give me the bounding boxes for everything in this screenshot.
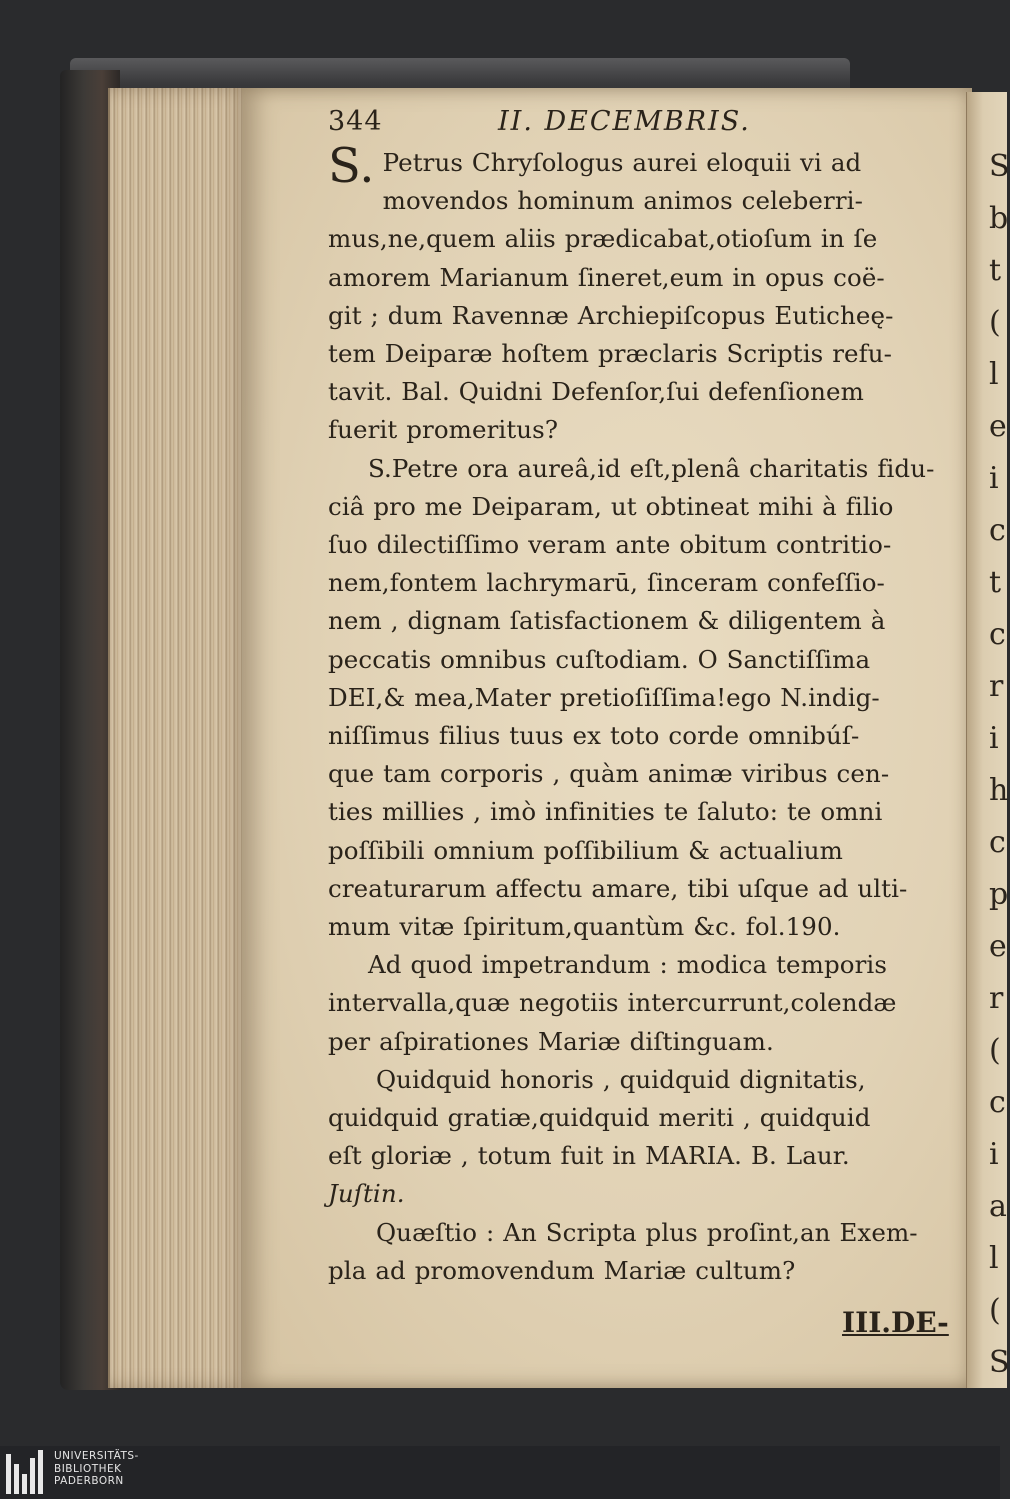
facing-page-fragment: c [989, 1085, 1006, 1120]
text-line: nem,fontem lachrymarū, ſinceram confeſſio- [328, 568, 885, 598]
facing-page-fragment: h [989, 773, 1009, 808]
text-line: intervalla,quæ negotiis intercurrunt,colendæ [328, 988, 897, 1018]
facing-page-fragment: t [989, 565, 1002, 600]
facing-page-fragment: S [989, 149, 1010, 184]
facing-page-fragment: a [989, 1189, 1007, 1224]
facing-page-fragment: c [989, 513, 1006, 548]
text-line: que tam corporis , quàm animæ viribus cen- [328, 759, 890, 789]
text-line: amorem Marianum ſineret,eum in opus coë- [328, 262, 885, 292]
text-line: Ad quod impetrandum : modica temporis [368, 950, 888, 980]
catchword: III.DE- [842, 1306, 949, 1339]
text-line: creaturarum affectu amare, tibi uſque ad ulti- [328, 873, 908, 903]
facing-page-fragment: i [989, 721, 999, 756]
facing-page-fragment: l [989, 1241, 999, 1276]
text-line: mus,ne,quem aliis prædicabat,otioſum in ſe [328, 224, 878, 254]
paragraph-1 [328, 138, 952, 450]
facing-page-fragment: S [989, 1345, 1010, 1380]
page-edges [108, 88, 250, 1388]
text-line: poſſibili omnium poſſibilium & actualium [328, 835, 844, 865]
text-line: peccatis omnibus cuſtodiam. O Sanctiſſima [328, 644, 871, 674]
drop-cap: S. [328, 138, 375, 194]
logo-line: PADERBORN [54, 1475, 124, 1487]
text-line: ciâ pro me Deiparam, ut obtineat mihi à filio [328, 491, 894, 521]
facing-page-fragment: e [989, 929, 1007, 964]
text-line: ſuo dilectiſſimo veram ante obitum contritio- [328, 530, 892, 560]
facing-page-fragment: r [989, 981, 1004, 1016]
text-line: quidquid gratiæ,quidquid meriti , quidquid [328, 1103, 871, 1133]
text-line: niſſimus filius tuus ex toto corde omnibúſ- [328, 721, 860, 751]
text-line: Petrus Chryſologus aurei eloquii vi ad [382, 148, 862, 177]
text-line: DEI,& mea,Mater pretioſiſſima!ego N.indig- [328, 682, 880, 712]
text-line: movendos hominum animos celeberri- [382, 186, 863, 216]
facing-page-fragment: c [989, 825, 1006, 860]
text-line: Quæſtio : An Scripta plus proſint,an Exem- [376, 1217, 918, 1247]
facing-page-edge [966, 92, 1010, 1388]
paragraph-4 [328, 1061, 952, 1214]
text-line: tem Deiparæ hoſtem præclaris Scriptis refu- [328, 339, 893, 369]
page-text [328, 106, 952, 1290]
page-header [328, 106, 952, 144]
facing-page-fragment: i [989, 461, 999, 496]
text-line: S.Petre ora aureâ,id eſt,plenâ charitatis fidu- [368, 453, 935, 483]
facing-page-fragment: i [989, 1137, 999, 1172]
text-line: git ; dum Ravennæ Archiepiſcopus Euticheę- [328, 300, 894, 330]
paragraph-5 [328, 1214, 952, 1290]
library-logo-icon [6, 1450, 46, 1494]
text-line: fuerit promeritus? [328, 415, 559, 445]
page-number: 344 [328, 106, 383, 137]
facing-page-fragment: e [989, 409, 1007, 444]
text-line: Quidquid honoris , quidquid dignitatis, [376, 1064, 866, 1094]
facing-page-fragment: b [989, 201, 1009, 236]
text-line: Juſtin. [328, 1179, 405, 1209]
facing-page-fragment: l [989, 357, 999, 392]
paragraph-2 [328, 450, 952, 947]
text-line: nem , dignam ſatisfactionem & diligentem à [328, 606, 886, 636]
facing-page-fragment: c [989, 617, 1006, 652]
text-line: tavit. Bal. Quidni Defenſor,ſui defenſionem [328, 377, 864, 407]
text-line: pla ad promovendum Mariæ cultum? [328, 1255, 796, 1285]
library-logo-text [54, 1450, 139, 1488]
facing-page-fragment: ( [989, 1293, 1001, 1328]
logo-line: UNIVERSITÄTS- [54, 1450, 139, 1462]
running-title: II. DECEMBRIS. [498, 106, 751, 137]
text-line: mum vitæ ſpiritum,quantùm &c. fol.190. [328, 912, 841, 942]
facing-page-fragment: r [989, 669, 1004, 704]
text-line: per aſpirationes Mariæ diſtinguam. [328, 1026, 774, 1056]
footer-bar [0, 1446, 1000, 1499]
paragraph-3 [328, 946, 952, 1061]
logo-line: BIBLIOTHEK [54, 1462, 122, 1475]
facing-page-fragment: p [989, 877, 1009, 912]
facing-page-fragment: ( [989, 1033, 1001, 1068]
facing-page-fragment: ( [989, 305, 1001, 340]
text-line: eſt gloriæ , totum fuit in MARIA. B. Laur. [328, 1141, 850, 1171]
facing-page-fragment: t [989, 253, 1002, 288]
text-line: ties millies , imò infinities te ſaluto: te omni [328, 797, 883, 827]
